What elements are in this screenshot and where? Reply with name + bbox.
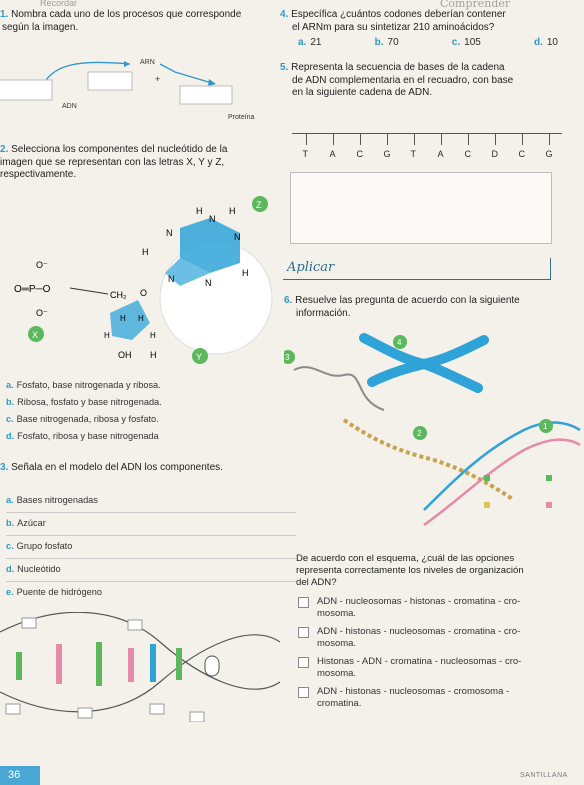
option-text-line2: cromatina.	[317, 698, 362, 709]
helix-base	[484, 502, 490, 508]
label-adn: ADN	[62, 103, 77, 110]
label-arn: ARN	[140, 59, 155, 66]
answer-line[interactable]	[6, 558, 296, 559]
sequence-tick	[306, 133, 307, 145]
base-pair-rung[interactable]	[16, 652, 22, 680]
question-1-number: 1.	[0, 9, 9, 20]
label-box[interactable]	[128, 620, 142, 630]
label-z: Z	[256, 200, 262, 210]
atom-label: H	[229, 206, 236, 216]
dna-strand-2	[0, 635, 280, 712]
q6-option-1[interactable]	[298, 596, 582, 620]
question-2-options	[6, 379, 281, 442]
page-number: 36	[0, 766, 40, 785]
option-letter: a.	[6, 380, 14, 390]
checkbox[interactable]	[298, 657, 309, 668]
atom-label: OH	[118, 350, 132, 360]
item-letter: e.	[6, 587, 14, 597]
dna-sequence	[292, 133, 562, 163]
sequence-tick	[441, 133, 442, 145]
q2-option-a[interactable]	[6, 379, 281, 391]
sequence-tick	[522, 133, 523, 145]
option-text: 70	[387, 37, 399, 48]
label-box[interactable]	[190, 712, 204, 722]
figure-label-4: 4	[397, 338, 402, 347]
atom-label: O	[140, 288, 148, 298]
nucleotide-oval[interactable]	[205, 656, 219, 676]
item-text: Bases nitrogenadas	[16, 495, 98, 505]
arrowhead-icon	[208, 79, 216, 86]
atom-label: H	[150, 350, 157, 360]
q3-item-b	[6, 517, 296, 529]
central-dogma-diagram	[0, 52, 285, 122]
question-6-question-line3: del ADN?	[296, 577, 337, 588]
question-2	[0, 144, 285, 182]
question-3-number: 3.	[0, 462, 9, 473]
item-letter: d.	[6, 564, 15, 574]
question-6-question-line1: De acuerdo con el esquema, ¿cuál de las opciones	[296, 553, 515, 564]
answer-box-2[interactable]	[88, 72, 132, 90]
checkbox[interactable]	[298, 687, 309, 698]
atom-label: H	[104, 331, 110, 340]
question-4-text-line1: Específica ¿cuántos codones deberían contener	[291, 9, 506, 20]
q4-option-a[interactable]	[298, 37, 321, 48]
question-6-options	[298, 596, 582, 710]
answer-line[interactable]	[6, 512, 296, 513]
base-pair-rung[interactable]	[176, 648, 182, 680]
option-text-line2: mosoma.	[317, 638, 357, 649]
question-4	[280, 9, 580, 34]
question-1	[0, 9, 285, 34]
bond-line	[70, 288, 108, 294]
q3-item-d	[6, 563, 296, 575]
base-pair-rung[interactable]	[128, 648, 134, 682]
option-text-line1: Histonas - ADN - cromatina - nucleosomas - cro-	[317, 656, 522, 667]
option-letter: c.	[451, 37, 461, 48]
question-6-prompt	[296, 553, 582, 589]
q4-option-c[interactable]	[452, 37, 481, 48]
option-letter: b.	[374, 37, 384, 48]
apply-title: Aplicar	[287, 260, 335, 275]
atom-label: N	[168, 274, 175, 284]
option-text: Base nitrogenada, ribosa y fosfato.	[16, 414, 159, 424]
publisher-logo: SANTILLANA	[520, 772, 568, 779]
sequence-base: G	[545, 149, 553, 159]
phosphate-formula: O═P─O	[14, 284, 51, 295]
atom-label: H	[142, 247, 149, 257]
q3-item-c	[6, 540, 296, 552]
item-letter: c.	[6, 541, 14, 551]
checkbox[interactable]	[298, 627, 309, 638]
option-letter: d.	[6, 431, 15, 441]
q2-option-c[interactable]	[6, 413, 281, 425]
base-pair-rung[interactable]	[96, 642, 102, 686]
question-3-text: Señala en el modelo del ADN los componentes.	[11, 462, 223, 473]
item-text: Grupo fosfato	[16, 541, 73, 551]
nucleosome-string	[344, 420, 514, 500]
sequence-tick	[468, 133, 469, 145]
label-box[interactable]	[78, 708, 92, 718]
helix-base	[546, 502, 552, 508]
answer-box-3[interactable]	[180, 86, 232, 104]
atom-label: O⁻	[36, 308, 48, 318]
option-text-line2: mosoma.	[317, 608, 357, 619]
figure-label-2: 2	[417, 429, 422, 438]
q3-item-a	[6, 494, 296, 506]
arrow-arn-proteina	[160, 64, 215, 84]
answer-line[interactable]	[6, 581, 296, 582]
q6-option-4[interactable]	[298, 686, 582, 710]
sequence-base: C	[518, 149, 525, 159]
option-text-line1: ADN - histonas - nucleosomas - cromatina - cro-	[317, 626, 521, 637]
sequence-base: C	[356, 149, 363, 159]
atom-label: H	[138, 314, 144, 323]
sequence-base: C	[464, 149, 471, 159]
atom-label: H	[196, 206, 203, 216]
answer-box-1[interactable]	[0, 80, 52, 100]
q2-option-d[interactable]	[6, 430, 281, 442]
item-letter: a.	[6, 495, 14, 505]
dna-organization-figure	[284, 330, 582, 540]
option-text: 21	[310, 37, 322, 48]
question-5-number: 5.	[280, 62, 289, 73]
option-text-line2: mosoma.	[317, 668, 357, 679]
question-6-question-line2: representa correctamente los niveles de organización	[296, 565, 524, 576]
helix-base	[484, 475, 490, 481]
option-text: Ribosa, fosfato y base nitrogenada.	[17, 397, 162, 407]
answer-line[interactable]	[6, 535, 296, 536]
sequence-base: A	[437, 149, 444, 159]
dna-model-diagram	[0, 612, 280, 722]
q4-option-b[interactable]	[375, 37, 399, 48]
atom-label: N	[205, 278, 212, 288]
question-6-text-line2: información.	[296, 307, 351, 319]
label-box[interactable]	[22, 618, 36, 628]
sequence-tick	[333, 133, 334, 145]
option-text: Fosfato, ribosa y base nitrogenada	[17, 431, 159, 441]
label-box[interactable]	[6, 704, 20, 714]
question-2-text-line3: respectivamente.	[0, 169, 77, 180]
label-y: Y	[196, 352, 203, 362]
q4-option-d[interactable]	[534, 37, 558, 48]
option-text: 105	[464, 37, 481, 48]
question-3-items	[6, 494, 296, 598]
q2-option-b[interactable]	[6, 396, 281, 408]
item-text: Azúcar	[17, 518, 46, 528]
sugar-ring-shape	[110, 300, 150, 340]
question-6-text-line1: Resuelve las pregunta de acuerdo con la siguiente	[295, 295, 520, 306]
q6-option-3[interactable]	[298, 656, 582, 680]
apply-section-header	[283, 258, 551, 280]
option-text: 10	[546, 37, 558, 48]
header-recordar: Recordar	[40, 0, 78, 8]
question-6	[284, 295, 584, 320]
atom-label: H	[150, 331, 156, 340]
chromosome-arm-bottom	[372, 364, 478, 388]
option-letter: b.	[6, 397, 15, 407]
question-4-text-line2: el ARNm para su sintetizar 210 aminoácidos?	[292, 21, 495, 33]
dna-helix-strand-b	[424, 440, 580, 525]
sequence-tick	[495, 133, 496, 145]
atom-label: H	[120, 314, 126, 323]
q6-option-2[interactable]	[298, 626, 582, 650]
question-5-text-line2: de ADN complementaria en el recuadro, con base	[292, 74, 514, 86]
atom-label: H	[242, 268, 249, 278]
sequence-tick	[414, 133, 415, 145]
question-1-text-line2: según la imagen.	[2, 21, 79, 33]
atom-label: CH₂	[110, 290, 127, 300]
item-letter: b.	[6, 518, 15, 528]
sequence-base: D	[491, 149, 498, 159]
q3-item-e	[6, 586, 296, 598]
sequence-base: T	[410, 149, 416, 159]
atom-label: O⁻	[36, 260, 48, 270]
question-5	[280, 62, 580, 100]
label-x: X	[32, 330, 39, 340]
question-3	[0, 462, 285, 475]
figure-label-3: 3	[285, 353, 290, 362]
item-text: Nucleótido	[17, 564, 61, 574]
complementary-sequence-box[interactable]	[290, 172, 552, 244]
header-comprender: Comprender	[440, 0, 511, 10]
question-2-text-line2: imagen que se representan con las letras X, Y y Z,	[0, 156, 225, 168]
base-pair-rung[interactable]	[56, 644, 62, 684]
nucleotide-diagram	[0, 188, 280, 368]
question-2-number: 2.	[0, 144, 9, 155]
sequence-tick	[360, 133, 361, 145]
option-text: Fosfato, base nitrogenada y ribosa.	[16, 380, 161, 390]
sequence-base: A	[329, 149, 336, 159]
option-letter: d.	[533, 37, 543, 48]
question-4-options	[298, 37, 578, 48]
question-2-text-line1: Selecciona los componentes del nucleótido de la	[11, 144, 228, 155]
atom-label: N	[209, 214, 216, 224]
sequence-base: G	[383, 149, 391, 159]
sequence-base: T	[302, 149, 308, 159]
question-4-number: 4.	[280, 9, 289, 20]
atom-label: N	[166, 228, 173, 238]
question-1-text-line1: Nombra cada uno de los procesos que corresponde	[11, 9, 242, 20]
label-proteina: Proteína	[228, 114, 255, 121]
question-6-number: 6.	[284, 295, 293, 306]
sequence-bases	[292, 133, 562, 163]
label-box[interactable]	[150, 704, 164, 714]
option-text-line1: ADN - nucleosomas - histonas - cromatina - cro-	[317, 596, 521, 607]
sequence-tick	[387, 133, 388, 145]
option-letter: c.	[6, 414, 14, 424]
option-text-line1: ADN - histonas - nucleosomas - cromosoma -	[317, 686, 510, 697]
base-pair-rung[interactable]	[150, 644, 156, 682]
item-text: Puente de hidrógeno	[16, 587, 102, 597]
atom-label: N	[234, 232, 241, 242]
helix-base	[546, 475, 552, 481]
chromosome	[364, 338, 484, 388]
checkbox[interactable]	[298, 597, 309, 608]
plus-sign: +	[155, 74, 161, 84]
arrowhead-icon	[124, 61, 130, 67]
question-5-text-line3: en la siguiente cadena de ADN.	[292, 87, 433, 98]
chromatin-fiber	[294, 367, 384, 410]
question-5-text-line1: Representa la secuencia de bases de la cadena	[291, 62, 505, 73]
sequence-tick	[549, 133, 550, 145]
option-letter: a.	[298, 37, 307, 48]
figure-label-1: 1	[543, 422, 548, 431]
